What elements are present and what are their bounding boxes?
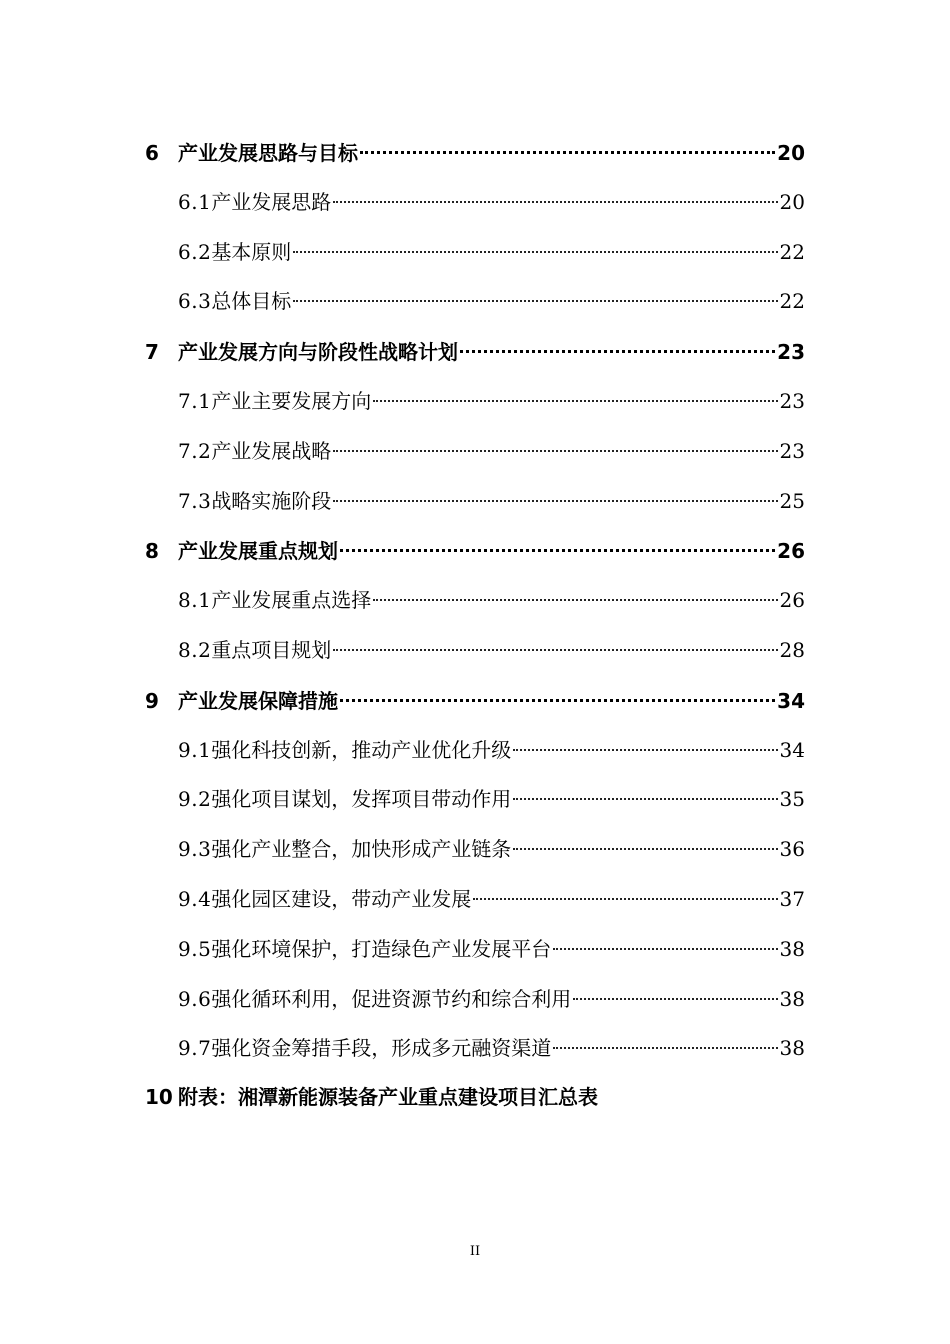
- toc-section-entry[interactable]: [145, 1029, 805, 1079]
- toc-section-entry[interactable]: [145, 631, 805, 681]
- toc-entry-number: 9.5: [178, 936, 212, 961]
- toc-entry-number: 6.2: [178, 239, 212, 264]
- toc-entry-title: 总体目标: [211, 289, 292, 314]
- toc-section-entry[interactable]: [145, 382, 805, 432]
- dot-leader: [293, 276, 777, 302]
- toc-entry-number: 6.1: [178, 189, 212, 214]
- toc-entry-page-number: 22: [779, 289, 805, 314]
- toc-section-entry[interactable]: [145, 432, 805, 482]
- toc-entry-page-number: 34: [777, 688, 805, 713]
- toc-entry-page-number: 25: [779, 488, 805, 513]
- dot-leader: [573, 974, 777, 1000]
- toc-entry-page-number: 38: [779, 986, 805, 1011]
- toc-entry-number: 7.1: [178, 388, 212, 413]
- dot-leader: [513, 824, 777, 850]
- toc-section-entry[interactable]: [145, 183, 805, 233]
- toc-entry-title: 基本原则: [211, 239, 292, 264]
- toc-entry-title: 战略实施阶段: [211, 488, 332, 513]
- toc-entry-number: 9: [145, 688, 159, 713]
- toc-entry-title: 附表：湘潭新能源装备产业重点建设项目汇总表: [178, 1085, 598, 1110]
- dot-leader: [473, 874, 777, 900]
- toc-entry-number: 10: [145, 1085, 173, 1110]
- toc-entry-page-number: 28: [779, 637, 805, 662]
- toc-section-entry[interactable]: [145, 830, 805, 880]
- toc-entry-title: 强化园区建设，带动产业发展: [211, 886, 472, 911]
- dot-leader: [460, 326, 775, 353]
- toc-entry-page-number: 38: [779, 1036, 805, 1061]
- table-of-contents: [145, 133, 805, 1129]
- toc-chapter-entry[interactable]: [145, 531, 805, 581]
- toc-entry-number: 8.1: [178, 588, 212, 613]
- dot-leader: [333, 426, 777, 452]
- toc-section-entry[interactable]: [145, 880, 805, 930]
- dot-leader: [553, 924, 777, 950]
- toc-chapter-entry[interactable]: [145, 133, 805, 183]
- toc-entry-page-number: 23: [777, 340, 805, 365]
- toc-entry-number: 6: [145, 141, 159, 165]
- dot-leader: [340, 675, 775, 702]
- toc-entry-page-number: 23: [779, 388, 805, 413]
- toc-entry-title: 产业主要发展方向: [211, 388, 372, 413]
- toc-entry-title: 重点项目规划: [211, 637, 332, 662]
- dot-leader: [360, 127, 775, 154]
- dot-leader: [333, 625, 777, 651]
- toc-entry-page-number: 20: [777, 141, 805, 165]
- toc-entry-number: 9.4: [178, 886, 212, 911]
- dot-leader: [513, 774, 777, 800]
- toc-entry-number: 6.3: [178, 289, 212, 314]
- dot-leader: [373, 376, 777, 402]
- toc-entry-title: 强化循环利用，促进资源节约和综合利用: [211, 986, 572, 1011]
- toc-chapter-entry[interactable]: [145, 1079, 805, 1129]
- toc-entry-title: 产业发展思路与目标: [178, 141, 358, 165]
- toc-entry-page-number: 37: [779, 886, 805, 911]
- toc-entry-title: 强化科技创新，推动产业优化升级: [211, 737, 512, 762]
- toc-section-entry[interactable]: [145, 980, 805, 1030]
- dot-leader: [373, 575, 777, 601]
- toc-chapter-entry[interactable]: [145, 332, 805, 382]
- toc-entry-title: 产业发展重点选择: [211, 588, 372, 613]
- toc-entry-title: 强化产业整合，加快形成产业链条: [211, 837, 512, 862]
- toc-entry-number: 9.6: [178, 986, 212, 1011]
- page-number-footer: II: [469, 1244, 481, 1259]
- toc-chapter-entry[interactable]: [145, 681, 805, 731]
- toc-entry-title: 产业发展方向与阶段性战略计划: [178, 340, 458, 365]
- dot-leader: [293, 227, 777, 253]
- toc-section-entry[interactable]: [145, 233, 805, 283]
- toc-section-entry[interactable]: [145, 581, 805, 631]
- toc-entry-title: 强化环境保护，打造绿色产业发展平台: [211, 936, 552, 961]
- toc-entry-number: 8.2: [178, 637, 212, 662]
- dot-leader: [340, 525, 775, 552]
- dot-leader: [333, 476, 777, 502]
- toc-section-entry[interactable]: [145, 780, 805, 830]
- toc-entry-title: 强化资金筹措手段，形成多元融资渠道: [211, 1036, 552, 1061]
- toc-entry-page-number: 26: [779, 588, 805, 613]
- toc-entry-page-number: 22: [779, 239, 805, 264]
- toc-entry-number: 9.7: [178, 1036, 212, 1061]
- toc-section-entry[interactable]: [145, 482, 805, 532]
- toc-entry-number: 7.2: [178, 438, 212, 463]
- toc-entry-title: 产业发展重点规划: [178, 539, 338, 564]
- toc-entry-number: 7.3: [178, 488, 212, 513]
- toc-section-entry[interactable]: [145, 731, 805, 781]
- toc-entry-title: 产业发展保障措施: [178, 688, 338, 713]
- toc-entry-page-number: 34: [779, 737, 805, 762]
- toc-entry-page-number: 26: [777, 539, 805, 564]
- toc-entry-page-number: 36: [779, 837, 805, 862]
- toc-section-entry[interactable]: [145, 282, 805, 332]
- toc-entry-title: 强化项目谋划，发挥项目带动作用: [211, 787, 512, 812]
- dot-leader: [333, 177, 777, 203]
- dot-leader: [553, 1023, 777, 1049]
- toc-entry-title: 产业发展战略: [211, 438, 332, 463]
- toc-entry-number: 9.3: [178, 837, 212, 862]
- toc-entry-page-number: 23: [779, 438, 805, 463]
- toc-entry-number: 9.1: [178, 737, 212, 762]
- toc-entry-number: 7: [145, 340, 159, 365]
- dot-leader: [513, 725, 777, 751]
- toc-entry-page-number: 38: [779, 936, 805, 961]
- toc-entry-number: 8: [145, 539, 159, 564]
- toc-entry-title: 产业发展思路: [211, 189, 332, 214]
- toc-entry-page-number: 35: [779, 787, 805, 812]
- toc-entry-number: 9.2: [178, 787, 212, 812]
- toc-entry-page-number: 20: [779, 189, 805, 214]
- toc-section-entry[interactable]: [145, 930, 805, 980]
